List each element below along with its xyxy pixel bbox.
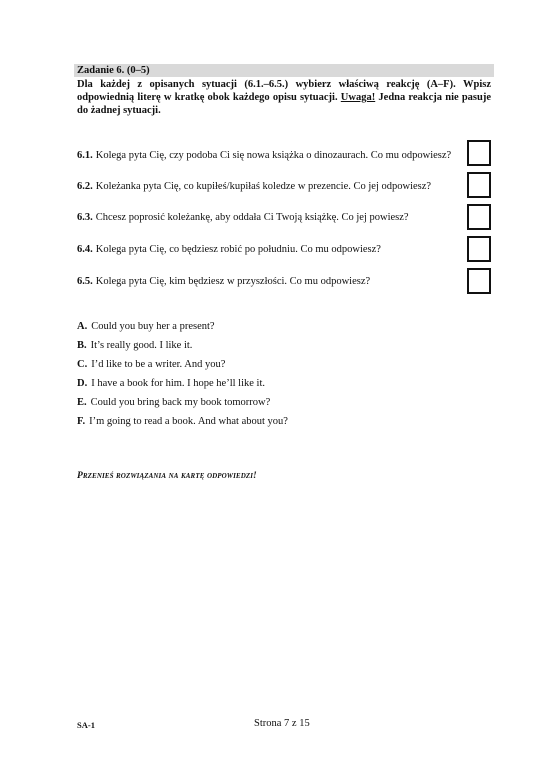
option-e xyxy=(77,396,270,409)
situation-text: Kolega pyta Cię, czy podoba Ci się nowa książka o dinozaurach. Co mu odpowiesz? xyxy=(95,150,452,161)
option-a xyxy=(77,320,215,333)
situation-6-2 xyxy=(77,180,431,193)
option-letter: C. xyxy=(77,359,88,370)
task-instructions xyxy=(77,78,491,118)
option-text: It’s really good. I like it. xyxy=(90,340,193,351)
option-b xyxy=(77,339,192,352)
task-title: Zadanie 6. (0–5) xyxy=(77,65,150,76)
situation-number: 6.1. xyxy=(77,150,93,161)
page-number: Strona 7 z 15 xyxy=(254,718,310,729)
situation-text: Kolega pyta Cię, kim będziesz w przyszłości. Co mu odpowiesz? xyxy=(95,276,371,287)
situation-text: Chcesz poprosić koleżankę, aby oddała Ci Twoją książkę. Co jej powiesz? xyxy=(95,212,409,223)
instruction-tail: Jedna reakcja nie pasuje do żadnej sytuacji. xyxy=(77,92,492,117)
situation-6-4 xyxy=(77,243,381,256)
answer-box-6-1[interactable] xyxy=(467,140,491,166)
option-letter: D. xyxy=(77,378,88,389)
situation-number: 6.4. xyxy=(77,244,93,255)
situation-6-3 xyxy=(77,211,409,224)
option-letter: E. xyxy=(77,397,87,408)
situation-6-1 xyxy=(77,149,451,162)
option-d xyxy=(77,377,265,390)
option-letter: B. xyxy=(77,340,87,351)
option-text: I have a book for him. I hope he’ll like it. xyxy=(91,378,266,389)
situation-number: 6.3. xyxy=(77,212,93,223)
situation-number: 6.2. xyxy=(77,181,93,192)
situation-6-5 xyxy=(77,275,370,288)
answer-box-6-2[interactable] xyxy=(467,172,491,198)
situation-text: Koleżanka pyta Cię, co kupiłeś/kupiłaś koledze w prezencie. Co jej odpowiesz? xyxy=(95,181,432,192)
answer-box-6-5[interactable] xyxy=(467,268,491,294)
transfer-note: Przenieś rozwiązania na kartę odpowiedzi! xyxy=(77,471,257,481)
answer-box-6-4[interactable] xyxy=(467,236,491,262)
option-f xyxy=(77,415,288,428)
answer-box-6-3[interactable] xyxy=(467,204,491,230)
option-letter: A. xyxy=(77,321,88,332)
situation-number: 6.5. xyxy=(77,276,93,287)
option-letter: F. xyxy=(77,416,86,427)
option-text: I’m going to read a book. And what about you? xyxy=(89,416,288,427)
option-text: I’d like to be a writer. And you? xyxy=(91,359,226,370)
option-c xyxy=(77,358,225,371)
option-text: Could you bring back my book tomorrow? xyxy=(90,397,271,408)
instruction-warning: Uwaga! xyxy=(340,92,376,104)
footer-code: SA-1 xyxy=(77,720,95,730)
instruction-lead: Dla każdej z opisanych sytuacji (6.1.–6.5.) wybierz właściwą reakcję (A–F). Wpisz odpowiednią literę w kratkę obok każdego opisu sytuacji. xyxy=(77,79,491,104)
situation-text: Kolega pyta Cię, co będziesz robić po południu. Co mu odpowiesz? xyxy=(95,244,381,255)
option-text: Could you buy her a present? xyxy=(91,321,215,332)
